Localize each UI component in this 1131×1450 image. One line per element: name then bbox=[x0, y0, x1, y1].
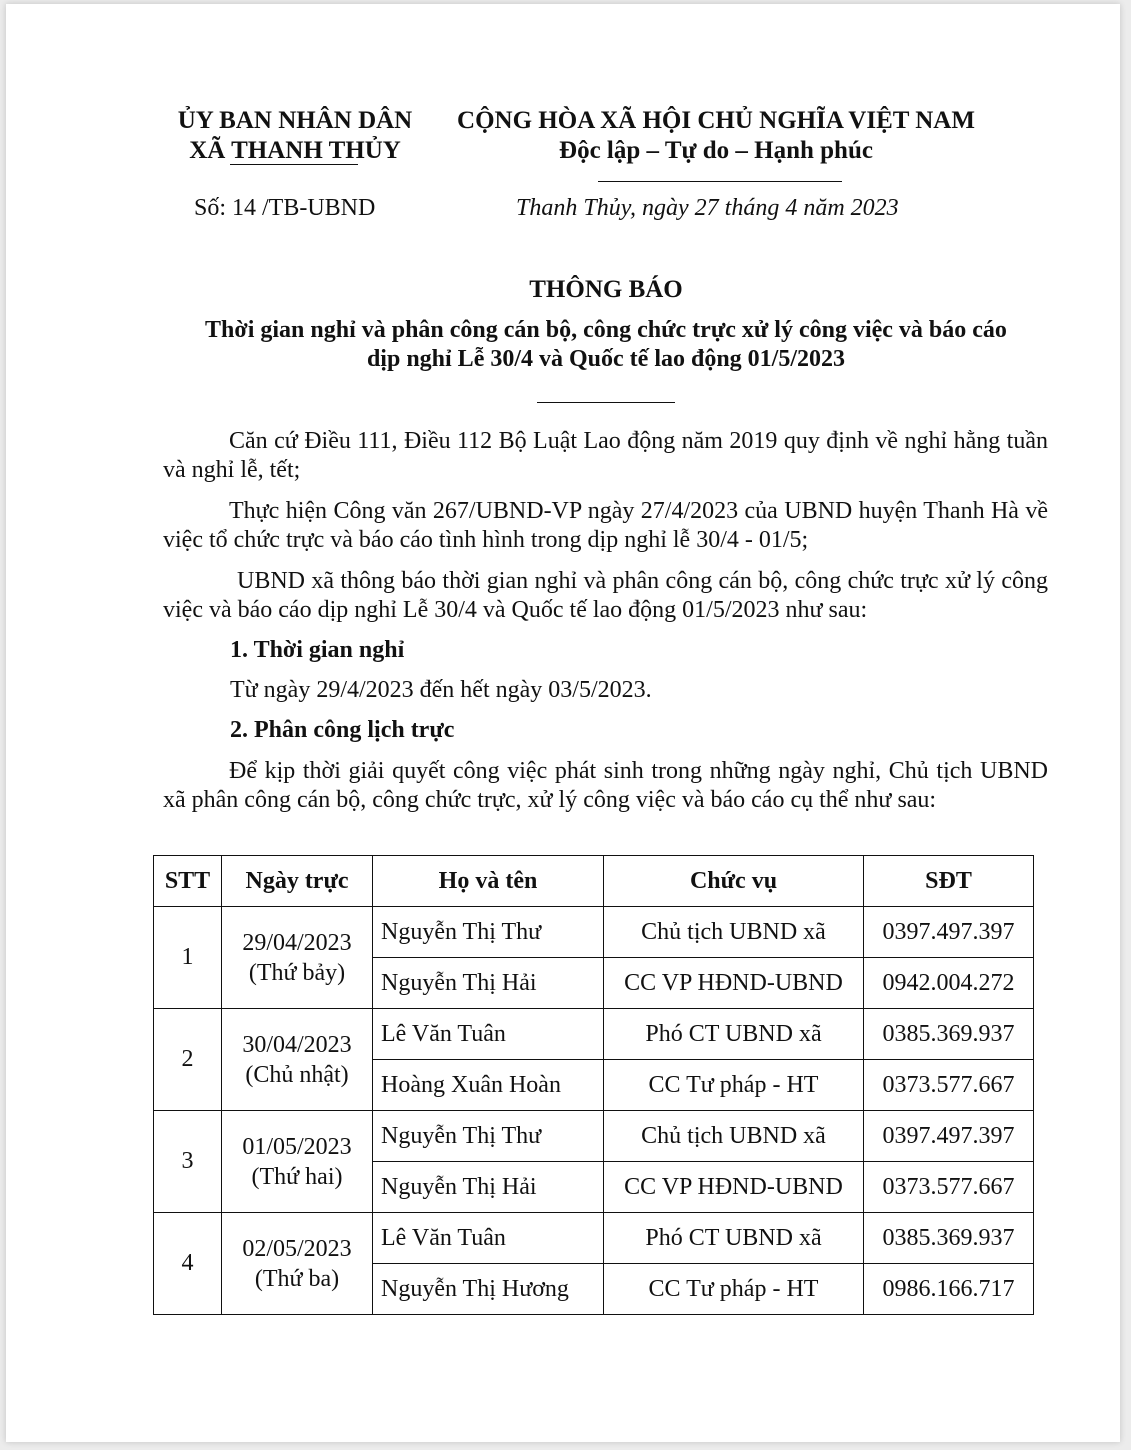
duty-weekday: (Thứ bảy) bbox=[248, 959, 346, 986]
document-number: Số: 14 /TB-UBND bbox=[194, 195, 376, 221]
cell-phone: 0397.497.397 bbox=[864, 907, 1034, 958]
cell-position: Phó CT UBND xã bbox=[604, 1009, 864, 1060]
cell-phone: 0942.004.272 bbox=[864, 958, 1034, 1009]
cell-name: Lê Văn Tuân bbox=[373, 1213, 604, 1264]
cell-name: Nguyễn Thị Hải bbox=[373, 1162, 604, 1213]
cell-position: CC Tư pháp - HT bbox=[604, 1264, 864, 1315]
cell-phone: 0373.577.667 bbox=[864, 1162, 1034, 1213]
cell-name: Nguyễn Thị Thư bbox=[373, 907, 604, 958]
place-and-date: Thanh Thủy, ngày 27 tháng 4 năm 2023 bbox=[516, 195, 899, 221]
duty-date: 30/04/2023 bbox=[242, 1031, 352, 1058]
duty-date: 02/05/2023 bbox=[242, 1235, 352, 1262]
cell-duty-date bbox=[222, 907, 373, 1009]
authority-underline bbox=[230, 164, 358, 165]
issuing-authority bbox=[166, 106, 424, 166]
cell-position: Chủ tịch UBND xã bbox=[604, 907, 864, 958]
duty-weekday: (Thứ ba) bbox=[254, 1265, 340, 1292]
announcement-paragraph: UBND xã thông báo thời gian nghỉ và phân công cán bộ, công chức trực xử lý công việc và báo cáo dịp nghỉ Lễ 30/4 và Quốc tế lao động 01/5/2023 như sau: bbox=[163, 568, 1048, 623]
duty-weekday: (Chủ nhật) bbox=[245, 1061, 349, 1088]
cell-phone: 0385.369.937 bbox=[864, 1009, 1034, 1060]
duty-date: 29/04/2023 bbox=[242, 929, 352, 956]
country-name: CỘNG HÒA XÃ HỘI CHỦ NGHĨA VIỆT NAM bbox=[457, 107, 975, 134]
cell-name: Lê Văn Tuân bbox=[373, 1009, 604, 1060]
table-row bbox=[154, 1213, 1034, 1264]
header-duty-date: Ngày trực bbox=[222, 856, 373, 907]
cell-name: Hoàng Xuân Hoàn bbox=[373, 1060, 604, 1111]
duty-weekday: (Thứ hai) bbox=[251, 1163, 343, 1190]
cell-name: Nguyễn Thị Hải bbox=[373, 958, 604, 1009]
cell-name: Nguyễn Thị Hương bbox=[373, 1264, 604, 1315]
cell-name: Nguyễn Thị Thư bbox=[373, 1111, 604, 1162]
cell-position: Chủ tịch UBND xã bbox=[604, 1111, 864, 1162]
section-heading-holiday: 1. Thời gian nghỉ bbox=[230, 637, 405, 663]
cell-duty-date bbox=[222, 1213, 373, 1315]
title-underline bbox=[537, 402, 675, 403]
document-subject bbox=[6, 316, 1120, 374]
authority-line-2: XÃ THANH THỦY bbox=[189, 137, 401, 164]
cell-position: CC VP HĐND-UBND bbox=[604, 958, 864, 1009]
cell-position: Phó CT UBND xã bbox=[604, 1213, 864, 1264]
table-row bbox=[154, 907, 1034, 958]
cell-phone: 0385.369.937 bbox=[864, 1213, 1034, 1264]
cell-position: CC VP HĐND-UBND bbox=[604, 1162, 864, 1213]
duty-schedule-table bbox=[153, 855, 1034, 1315]
document-title: THÔNG BÁO bbox=[529, 276, 683, 303]
subject-line-1: Thời gian nghỉ và phân công cán bộ, công chức trực xử lý công việc và báo cáo bbox=[205, 317, 1007, 343]
motto: Độc lập – Tự do – Hạnh phúc bbox=[559, 137, 873, 164]
duty-date: 01/05/2023 bbox=[242, 1133, 352, 1160]
header-full-name: Họ và tên bbox=[373, 856, 604, 907]
cell-stt: 2 bbox=[154, 1009, 222, 1111]
header-stt: STT bbox=[154, 856, 222, 907]
legal-basis-paragraph: Căn cứ Điều 111, Điều 112 Bộ Luật Lao động năm 2019 quy định về nghỉ hằng tuần và nghỉ lễ, tết; bbox=[163, 428, 1048, 483]
table-header-row bbox=[154, 856, 1034, 907]
schedule-intro-paragraph: Để kịp thời giải quyết công việc phát sinh trong những ngày nghỉ, Chủ tịch UBND xã phân công cán bộ, công chức trực, xử lý công việc và báo cáo cụ thể như sau: bbox=[163, 758, 1048, 813]
motto-underline bbox=[598, 181, 842, 182]
subject-line-2: dịp nghỉ Lễ 30/4 và Quốc tế lao động 01/5/2023 bbox=[366, 346, 846, 372]
cell-phone: 0397.497.397 bbox=[864, 1111, 1034, 1162]
cell-phone: 0986.166.717 bbox=[864, 1264, 1034, 1315]
cell-phone: 0373.577.667 bbox=[864, 1060, 1034, 1111]
section-heading-schedule: 2. Phân công lịch trực bbox=[230, 717, 455, 743]
table-row bbox=[154, 1009, 1034, 1060]
directive-paragraph: Thực hiện Công văn 267/UBND-VP ngày 27/4/2023 của UBND huyện Thanh Hà về việc tổ chức trực và báo cáo tình hình trong dịp nghỉ lễ 30/4 - 01/5; bbox=[163, 498, 1048, 553]
holiday-period: Từ ngày 29/4/2023 đến hết ngày 03/5/2023. bbox=[230, 677, 652, 703]
cell-position: CC Tư pháp - HT bbox=[604, 1060, 864, 1111]
cell-stt: 1 bbox=[154, 907, 222, 1009]
table-row bbox=[154, 1111, 1034, 1162]
cell-duty-date bbox=[222, 1009, 373, 1111]
header-position: Chức vụ bbox=[604, 856, 864, 907]
document-page bbox=[6, 4, 1120, 1442]
cell-stt: 4 bbox=[154, 1213, 222, 1315]
authority-line-1: ỦY BAN NHÂN DÂN bbox=[177, 107, 413, 134]
cell-duty-date bbox=[222, 1111, 373, 1213]
national-motto bbox=[446, 106, 986, 166]
header-phone: SĐT bbox=[864, 856, 1034, 907]
cell-stt: 3 bbox=[154, 1111, 222, 1213]
